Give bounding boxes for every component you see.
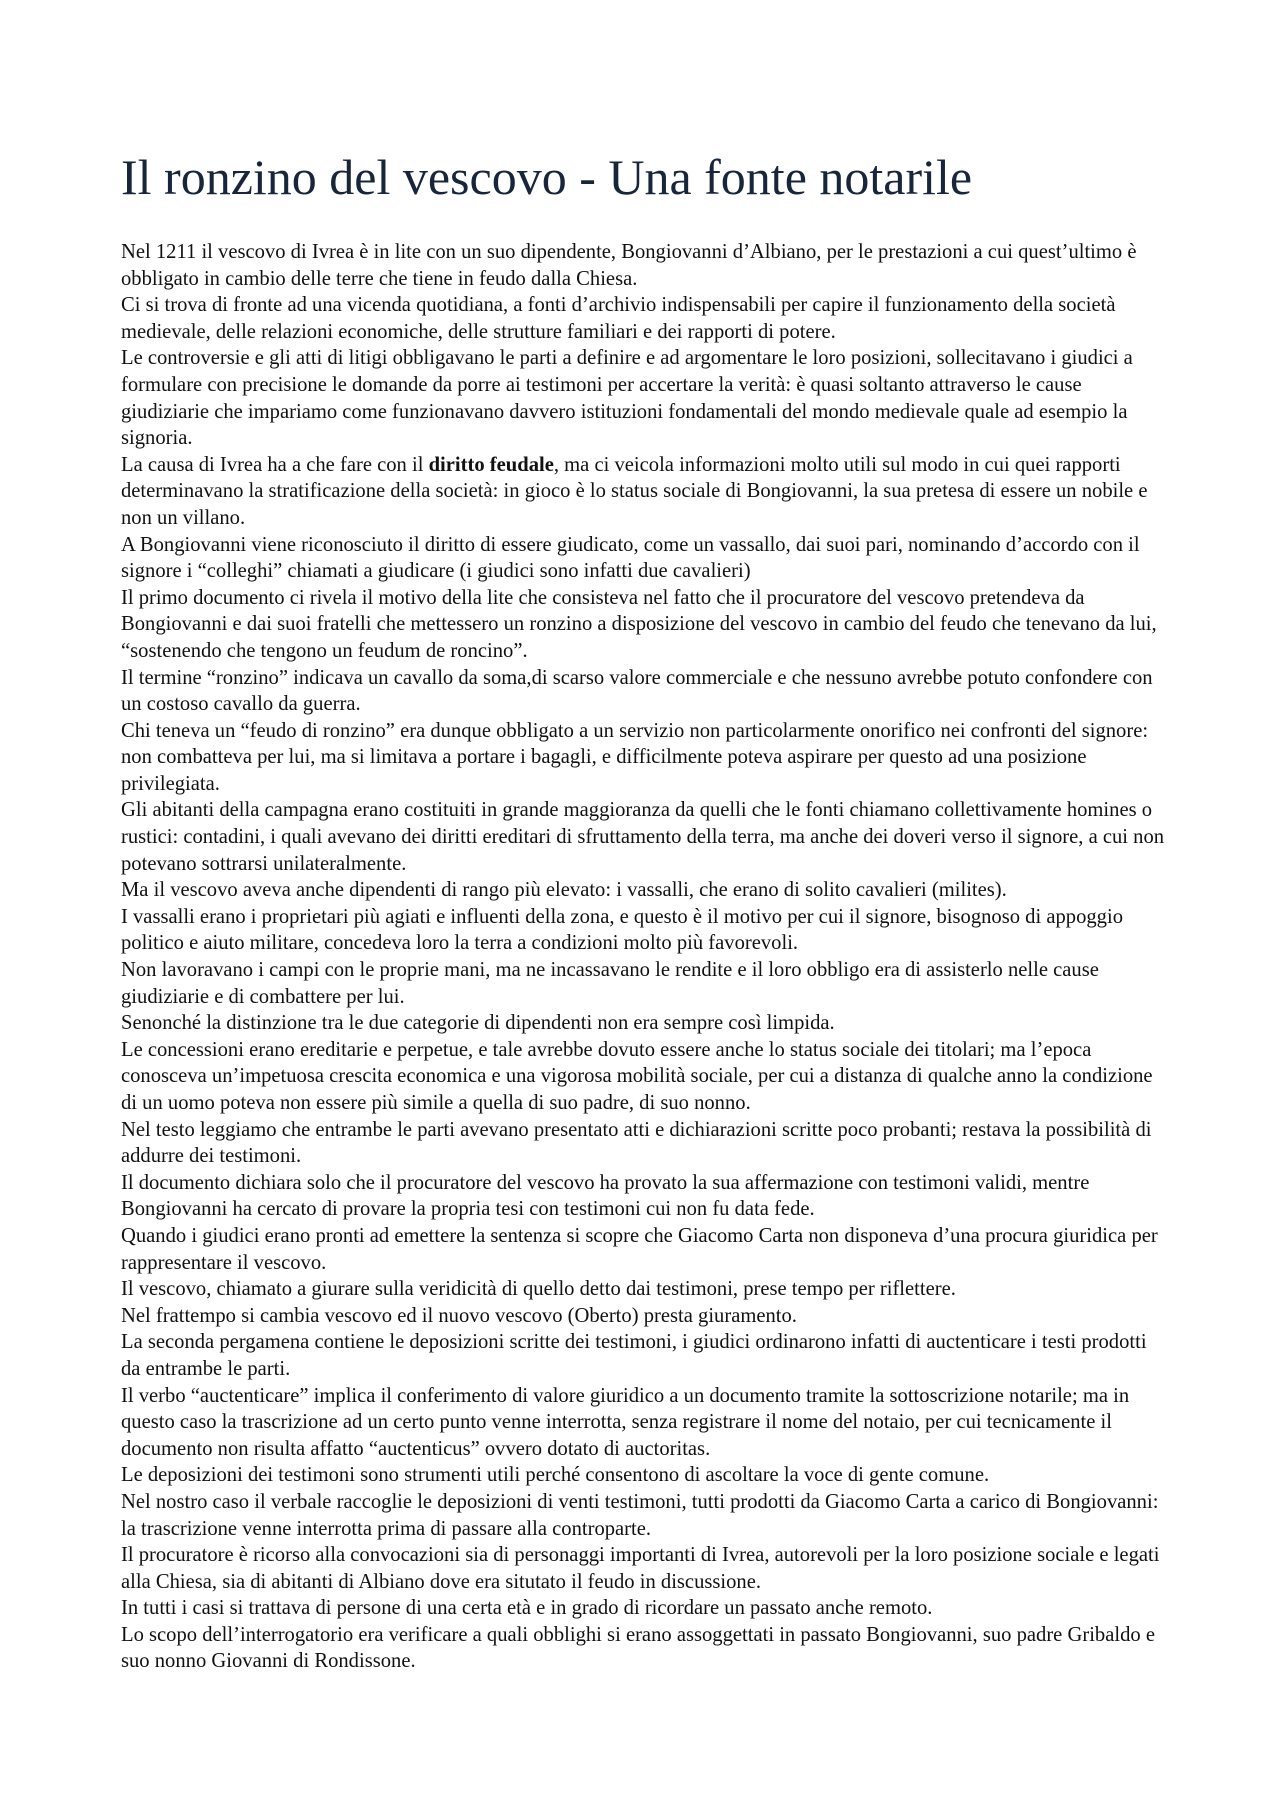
paragraph: La seconda pergamena contiene le deposizioni scritte dei testimoni, i giudici ordinarono infatti di auctenticare i testi prodotti da entrambe le parti. [121, 1331, 1147, 1380]
document-content [121, 150, 1171, 1675]
document-body [121, 239, 1171, 1675]
paragraph: Il vescovo, chiamato a giurare sulla veridicità di quello detto dai testimoni, prese tempo per riflettere. [121, 1278, 956, 1301]
paragraph: Non lavoravano i campi con le proprie mani, ma ne incassavano le rendite e il loro obbligo era di assisterlo nelle cause giudiziarie e di combattere per lui. [121, 959, 1099, 1008]
paragraph-text-before: La causa di Ivrea ha a che fare con il [121, 453, 429, 476]
paragraph: Nel nostro caso il verbale raccoglie le deposizioni di venti testimoni, tutti prodotti da Giacomo Carta a carico di Bongiovanni: la trascrizione venne interrotta prima di passare alla controparte. [121, 1490, 1159, 1540]
paragraph: Le controversie e gli atti di litigi obbligavano le parti a definire e ad argomentare le loro posizioni, sollecitavano i giudici a formulare con precisione le domande da porre ai testimoni per accertare la verità: è quasi soltanto attraverso le cause giudiziarie che impariamo come funzionavano davvero istituzioni fondamentali del mondo medievale quale ad esempio la signoria. [121, 347, 1133, 450]
paragraph: Gli abitanti della campagna erano costituiti in grande maggioranza da quelli che le fonti chiamano collettivamente homines o rustici: contadini, i quali avevano dei diritti ereditari di sfruttamento della terra, ma anche dei doveri verso il signore, a cui non potevano sottrarsi unilateralmente. [121, 799, 1165, 875]
paragraph: I vassalli erano i proprietari più agiati e influenti della zona, e questo è il motivo per cui il signore, bisognoso di appoggio politico e aiuto militare, concedeva loro la terra a condizioni molto più favorevoli. [121, 905, 1123, 955]
paragraph: A Bongiovanni viene riconosciuto il diritto di essere giudicato, come un vassallo, dai suoi pari, nominando d’accordo con il signore i “colleghi” chiamati a giudicare (i giudici sono infatti due cavalieri) [121, 533, 1140, 583]
paragraph: Le concessioni erano ereditarie e perpetue, e tale avrebbe dovuto essere anche lo status sociale dei titolari; ma l’epoca conosceva un’impetuosa crescita economica e una vigorosa mobilità sociale, per cui a distanza di qualche anno la condizione di un uomo poteva non essere più simile a quella di suo padre, di suo nonno. [121, 1038, 1153, 1114]
paragraph: Nel testo leggiamo che entrambe le parti avevano presentato atti e dichiarazioni scritte poco probanti; restava la possibilità di addurre dei testimoni. [121, 1118, 1152, 1168]
paragraph: Il documento dichiara solo che il procuratore del vescovo ha provato la sua affermazione con testimoni validi, mentre Bongiovanni ha cercato di provare la propria tesi con testimoni cui non fu data fede. [121, 1171, 1090, 1221]
paragraph: Senonché la distinzione tra le due categorie di dipendenti non era sempre così limpida. [121, 1012, 835, 1035]
paragraph-with-emphasis [121, 452, 1171, 532]
paragraph: Ma il vescovo aveva anche dipendenti di rango più elevato: i vassalli, che erano di solito cavalieri (milites). [121, 879, 1007, 902]
paragraph: Quando i giudici erano pronti ad emettere la sentenza si scopre che Giacomo Carta non disponeva d’una procura giuridica per rappresentare il vescovo. [121, 1224, 1158, 1274]
paragraph: Lo scopo dell’interrogatorio era verificare a quali obblighi si erano assoggettati in passato Bongiovanni, suo padre Gribaldo e suo nonno Giovanni di Rondissone. [121, 1623, 1155, 1673]
document-title: Il ronzino del vescovo - Una fonte notarile [121, 149, 973, 205]
paragraph: Nel 1211 il vescovo di Ivrea è in lite con un suo dipendente, Bongiovanni d’Albiano, per le prestazioni a cui quest’ultimo è obbligato in cambio delle terre che tiene in feudo dalla Chiesa. [121, 241, 1137, 290]
bold-term: diritto feudale [428, 453, 554, 476]
paragraph: Le deposizioni dei testimoni sono strumenti utili perché consentono di ascoltare la voce di gente comune. [121, 1464, 990, 1487]
paragraph: In tutti i casi si trattava di persone di una certa età e in grado di ricordare un passato anche remoto. [121, 1597, 933, 1620]
paragraph: Ci si trova di fronte ad una vicenda quotidiana, a fonti d’archivio indispensabili per capire il funzionamento della società medievale, delle relazioni economiche, delle strutture familiari e dei rapporti di potere. [121, 294, 1116, 343]
paragraph: Il verbo “auctenticare” implica il conferimento di valore giuridico a un documento tramite la sottoscrizione notarile; ma in questo caso la trascrizione ad un certo punto venne interrotta, senza registrare il nome del notaio, per cui tecnicamente il documento non risulta affatto “auctenticus” ovvero dotato di auctoritas. [121, 1384, 1130, 1460]
paragraph: Nel frattempo si cambia vescovo ed il nuovo vescovo (Oberto) presta giuramento. [121, 1304, 797, 1327]
paragraph: Il primo documento ci rivela il motivo della lite che consisteva nel fatto che il procuratore del vescovo pretendeva da Bongiovanni e dai suoi fratelli che mettessero un ronzino a disposizione del vescovo in cambio del feudo che tenevano da lui, “sostenendo che tengono un feudum de roncino”. [121, 586, 1157, 662]
paragraph: Il termine “ronzino” indicava un cavallo da soma,di scarso valore commerciale e che nessuno avrebbe potuto confondere con un costoso cavallo da guerra. [121, 666, 1153, 716]
paragraph-text-after: , ma ci veicola informazioni molto utili sul modo in cui quei rapporti determinavano la stratificazione della società: in gioco è lo status sociale di Bongiovanni, la sua pretesa di essere un nobile e non un villano. [121, 453, 1148, 529]
paragraph: Chi teneva un “feudo di ronzino” era dunque obbligato a un servizio non particolarmente onorifico nei confronti del signore: non combatteva per lui, ma si limitava a portare i bagagli, e difficilmente poteva aspirare per questo ad una posizione privilegiata. [121, 719, 1149, 795]
paragraph: Il procuratore è ricorso alla convocazioni sia di personaggi importanti di Ivrea, autorevoli per la loro posizione sociale e legati alla Chiesa, sia di abitanti di Albiano dove era situtato il feudo in discussione. [121, 1544, 1160, 1593]
